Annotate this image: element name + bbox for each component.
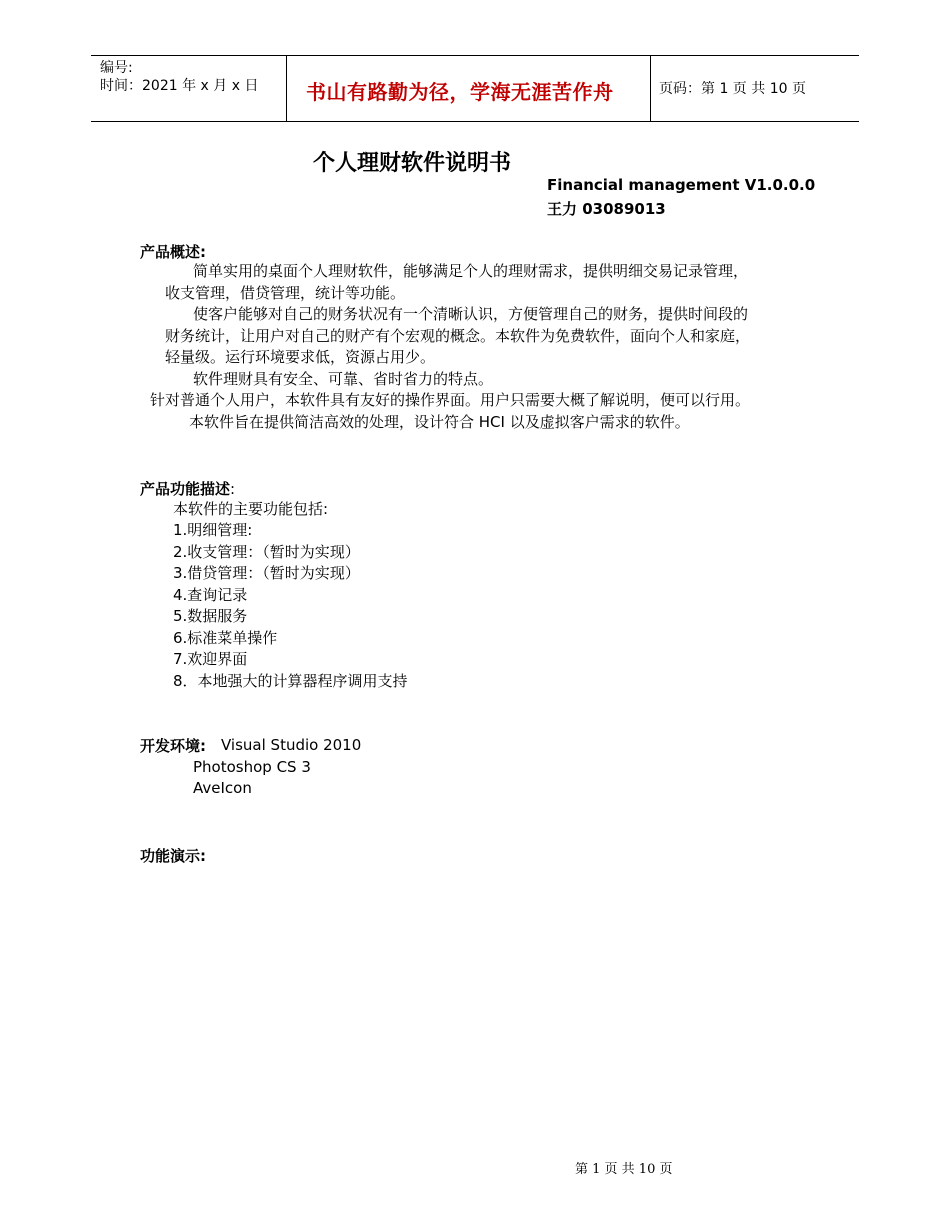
header-bottom-rule <box>91 121 859 122</box>
document-title: 个人理财软件说明书 <box>313 151 512 176</box>
feature-item: 1.明细管理: <box>173 521 253 539</box>
overview-line: 简单实用的桌面个人理财软件，能够满足个人的理财需求，提供明细交易记录管理， <box>193 262 749 280</box>
feature-item: 2.收支管理：（暂时为实现） <box>173 543 360 561</box>
overview-line: 财务统计，让用户对自己的财产有个宏观的概念。本软件为免费软件，面向个人和家庭， <box>165 327 751 345</box>
overview-line: 针对普通个人用户，本软件具有友好的操作界面。用户只需要大概了解说明，便可以行用。 <box>150 391 751 409</box>
header-number-label: 编号: <box>100 60 133 76</box>
overview-line: 本软件旨在提供简洁高效的处理，设计符合 HCI 以及虚拟客户需求的软件。 <box>189 413 690 431</box>
feature-item: 5.数据服务 <box>173 607 248 625</box>
environment-heading: 开发环境: <box>140 737 206 755</box>
document-subtitle: Financial management V1.0.0.0 <box>547 176 816 194</box>
environment-item: AveIcon <box>193 779 252 797</box>
overview-line: 软件理财具有安全、可靠、省时省力的特点。 <box>193 370 494 388</box>
header-divider-right <box>650 55 651 121</box>
feature-item: 3.借贷管理：（暂时为实现） <box>173 564 360 582</box>
header-page-info: 页码：第 1 页 共 10 页 <box>659 81 806 97</box>
feature-item: 7.欢迎界面 <box>173 650 248 668</box>
header-divider-left <box>286 55 287 121</box>
header-time-label: 时间：2021 年 x 月 x 日 <box>100 78 259 94</box>
footer-page-number: 第 1 页 共 10 页 <box>575 1162 673 1177</box>
environment-item: Visual Studio 2010 <box>221 736 362 754</box>
overview-line: 使客户能够对自己的财务状况有一个清晰认识，方便管理自己的财务，提供时间段的 <box>193 305 749 323</box>
features-heading-row <box>140 478 235 501</box>
header-top-rule <box>91 55 859 56</box>
feature-item: 4.查询记录 <box>173 586 248 604</box>
environment-item: Photoshop CS 3 <box>193 758 311 776</box>
feature-item: 6.标准菜单操作 <box>173 629 278 647</box>
feature-item: 8．本地强大的计算器程序调用支持 <box>173 672 408 690</box>
features-heading: 产品功能描述 <box>140 480 231 498</box>
overview-line: 收支管理，借贷管理，统计等功能。 <box>165 284 406 302</box>
demo-heading: 功能演示: <box>140 847 206 865</box>
overview-heading: 产品概述: <box>140 243 206 261</box>
features-intro: 本软件的主要功能包括: <box>173 500 329 518</box>
header-motto: 书山有路勤为径，学海无涯苦作舟 <box>306 80 614 104</box>
overview-line: 轻量级。运行环境要求低，资源占用少。 <box>165 348 436 366</box>
document-author: 王力 03089013 <box>547 200 666 218</box>
features-heading-colon: : <box>230 480 236 498</box>
